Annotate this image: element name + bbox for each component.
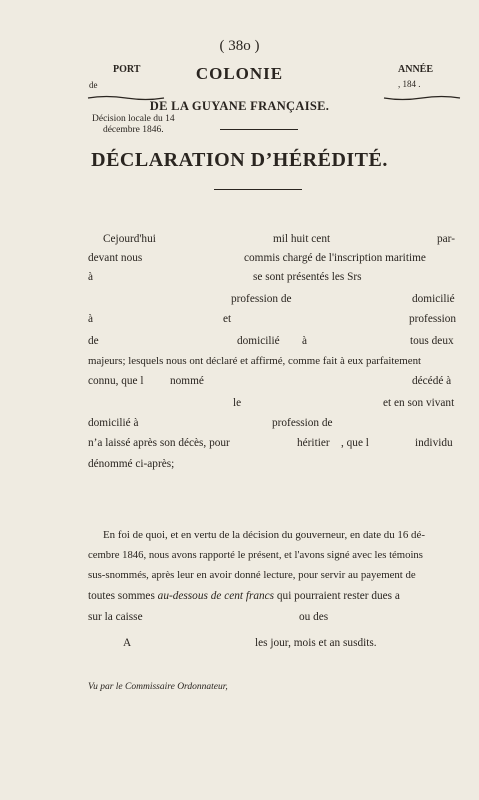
body-word: domicilié — [412, 293, 455, 305]
body-word: individu — [415, 437, 453, 449]
body-word: les jour, mois et an susdits. — [255, 637, 377, 649]
vu-signature-line: Vu par le Commissaire Ordonnateur, — [88, 682, 228, 692]
title-rule — [214, 189, 302, 190]
body-word: sur la caisse — [88, 611, 143, 623]
body-word: décédé à — [412, 375, 452, 387]
closing-line: cembre 1846, nous avons rapporté le présent, et l'avons signé avec les témoins — [88, 549, 423, 561]
colonie-heading: COLONIE — [195, 64, 284, 83]
closing-line — [88, 590, 400, 602]
body-word: par- — [437, 233, 455, 245]
body-word: devant nous — [88, 252, 143, 264]
annee-value: , 184 . — [398, 79, 421, 89]
body-word: profession de — [272, 417, 333, 429]
body-word: tous deux — [410, 335, 454, 347]
body-word: le — [233, 397, 242, 409]
body-word: domicilié à — [88, 417, 139, 429]
body-word: n’a laissé après son décès, pour — [88, 437, 230, 449]
body-word: héritier — [297, 437, 330, 449]
page-number: ( 38o ) — [219, 38, 260, 54]
body-word: Cejourd'hui — [103, 233, 156, 245]
body-word: à — [302, 335, 308, 347]
body-word: commis chargé de l'inscription maritime — [244, 252, 426, 264]
closing-line: En foi de quoi, et en vertu de la décision du gouverneur, en date du 16 dé- — [103, 529, 425, 541]
decision-locale-line-2: décembre 1846. — [102, 125, 164, 135]
body-word: nommé — [170, 375, 204, 387]
body-word: profession de — [231, 293, 292, 305]
document-title: DÉCLARATION D’HÉRÉDITÉ. — [91, 149, 388, 171]
body-word: de — [88, 335, 99, 347]
body-line: dénommé ci-après; — [88, 458, 175, 470]
colony-subtitle: DE LA GUYANE FRANÇAISE. — [149, 99, 330, 113]
header-rule — [220, 129, 298, 130]
decision-locale-line-1: Décision locale du 14 — [92, 114, 175, 124]
closing-italic-text: au-dessous de cent francs — [157, 590, 275, 602]
body-word: se sont présentés les Srs — [253, 271, 362, 283]
body-word: profession — [409, 313, 457, 325]
body-word: et — [223, 313, 232, 325]
body-word: mil huit cent — [273, 233, 331, 245]
port-de-label: de — [89, 80, 98, 90]
annee-label: ANNÉE — [398, 64, 434, 75]
closing-line: sus-snommés, après leur en avoir donné lecture, pour servir au payement de — [88, 569, 416, 581]
body-line: majeurs; lesquels nous ont déclaré et affirmé, comme fait à eux parfaitement — [88, 355, 422, 367]
body-word: à — [88, 313, 94, 325]
decision-locale-note — [92, 114, 175, 136]
closing-text: toutes sommes — [88, 590, 155, 602]
body-word: A — [123, 637, 132, 649]
port-label: PORT — [113, 64, 141, 75]
body-word: à — [88, 271, 94, 283]
body-word: , que l — [341, 437, 369, 449]
body-word: ou des — [299, 611, 329, 623]
body-word: connu, que l — [88, 375, 144, 387]
body-word: et en son vivant — [383, 397, 455, 409]
closing-text: qui pourraient rester dues a — [276, 590, 400, 602]
body-word: domicilié — [237, 335, 280, 347]
